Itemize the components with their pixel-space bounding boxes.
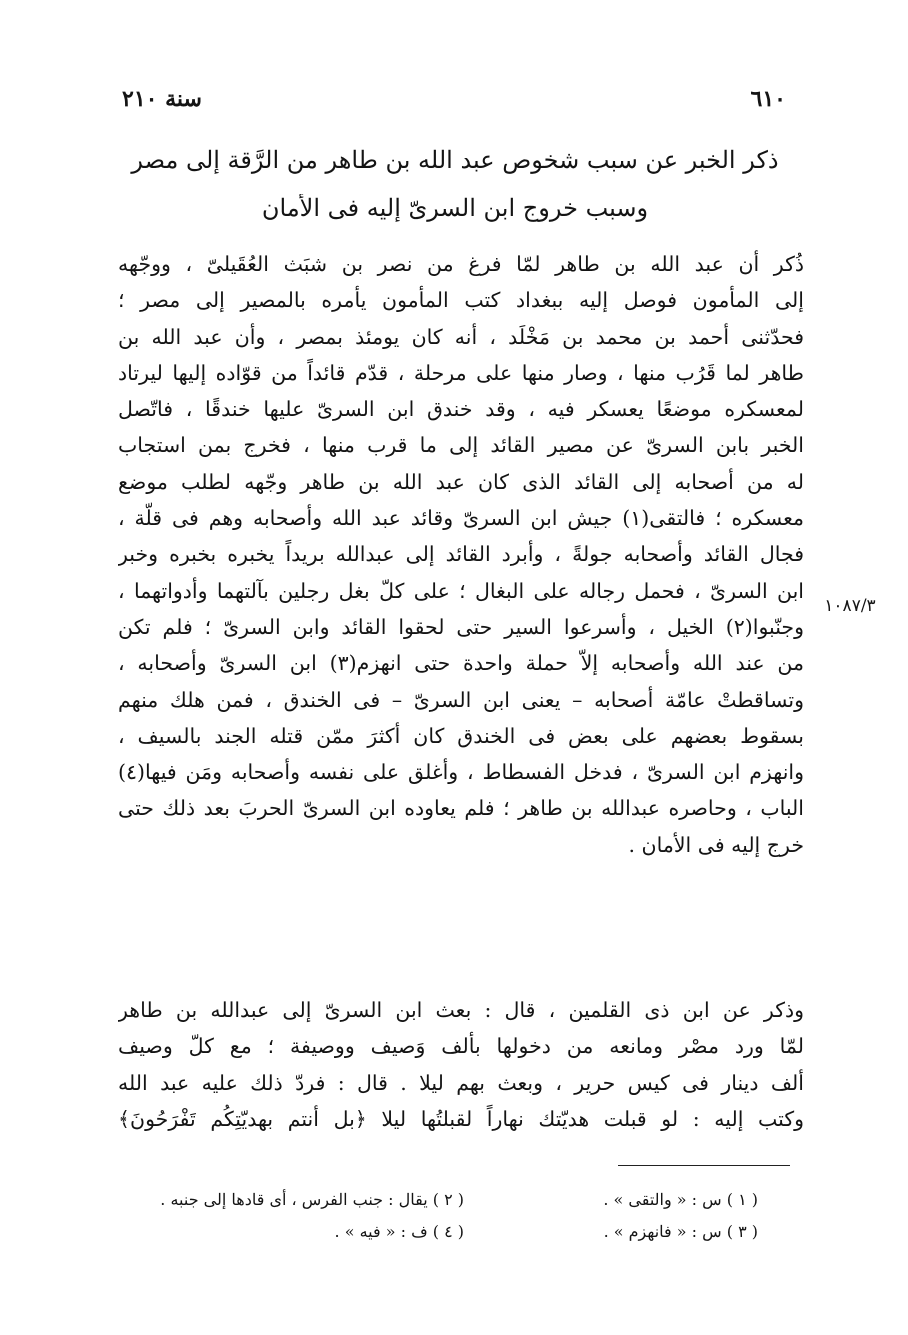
text-line: فحدّثنى أحمد بن محمد بن مَخْلَد ، أنه كان يومئذ بمصر ، وأن عبد الله بن — [118, 324, 804, 349]
text-line: من عند الله وأصحابه إلاّ حملة واحدة حتى انهزم(٣) ابن السرىّ وأصحابه ، — [118, 651, 804, 676]
page-number: ٦١٠ — [750, 86, 786, 112]
text-line: وانهزم ابن السرىّ ، فدخل الفسطاط ، وأغلق على نفسه وأصحابه ومَن فيها(٤) — [118, 760, 804, 785]
text-line: ذُكر أن عبد الله بن طاهر لمّا فرغ من نصر بن شبَث العُقَيلىّ ، ووجّهه — [118, 252, 804, 276]
footnote-4: ( ٤ ) ف : « فيه » . — [334, 1222, 464, 1241]
text-line: بسقوط بعضهم على بعض فى الخندق كان أكثرَ ممّن قتله الجند بالسيف ، — [118, 723, 804, 748]
text-line: لمعسكره موضعًا يعسكر فيه ، وقد خندق ابن السرىّ عليها خندقًا ، فاتّصل — [118, 397, 804, 422]
running-head-year: سنة ٢١٠ — [122, 86, 202, 112]
text-line: وتساقطتْ عامّة أصحابه – يعنى ابن السرىّ – فى الخندق ، فمن هلك منهم — [118, 687, 804, 712]
chapter-title-line-2: وسبب خروج ابن السرىّ إليه فى الأمان — [261, 194, 649, 222]
footnote-1: ( ١ ) س : « والتقى » . — [603, 1190, 758, 1209]
text-line: وذكر عن ابن ذى القلمين ، قال : بعث ابن السرىّ إلى عبدالله بن طاهر — [118, 998, 804, 1022]
text-line: معسكره ؛ فالتقى(١) جيش ابن السرىّ وقائد عبد الله وأصحابه وهم فى قلّة ، — [118, 506, 804, 531]
text-line: طاهر لما قَرُب منها ، وصار منها على مرحلة ، قدّم قائداً من قوّاده إليها ليرتاد — [118, 360, 804, 385]
text-line: وجنّبوا(٢) الخيل ، وأسرعوا السير حتى لحقوا القائد وابن السرىّ ؛ فلم تكن — [118, 614, 804, 639]
paragraph-2 — [118, 992, 804, 1137]
margin-reference: ١٠٨٧/٣ — [824, 596, 876, 616]
chapter-title-line-1: ذكر الخبر عن سبب شخوص عبد الله بن طاهر من الرَّقة إلى مصر — [131, 146, 779, 174]
text-line: ابن السرىّ ، فحمل رجاله على البغال ؛ على كلّ بغل رجلين بآلتهما وأدواتهما ، — [118, 578, 804, 603]
text-line: الباب ، وحاصره عبدالله بن طاهر ؛ فلم يعاوده ابن السرىّ الحربَ بعد ذلك حتى — [118, 796, 804, 821]
text-line: إلى المأمون فوصل إليه ببغداد كتب المأمون يأمره بالمصير إلى مصر ؛ — [118, 288, 804, 313]
footnote-3: ( ٣ ) س : « فانهزم » . — [603, 1222, 758, 1241]
footnote-divider — [618, 1165, 790, 1166]
text-line: له من أصحابه إلى القائد الذى كان عبد الله بن طاهر وجّهه لطلب موضع — [118, 469, 804, 494]
paragraph-1 — [118, 246, 804, 863]
text-line: خرج إليه فى الأمان . — [628, 832, 804, 857]
text-line: الخبر بابن السرىّ عن مصير القائد إلى ما قرب منها ، فخرج بمن استجاب — [118, 433, 804, 458]
footnote-2: ( ٢ ) يقال : جنب الفرس ، أى قادها إلى جنبه . — [160, 1190, 464, 1209]
text-line: فجال القائد وأصحابه جولةً ، وأبرد القائد إلى عبدالله بريداً يخبره بخبره وخبر — [118, 542, 804, 567]
text-line: وكتب إليه : لو قبلت هديّتك نهاراً لقبلتُها ليلا ﴿بل أنتم بهديّتِكُم تَفْرَحُونَ﴾ — [118, 1106, 804, 1131]
text-line: ألف دينار فى كيس حرير ، وبعث بهم ليلا . قال : فردّ ذلك عليه عبد الله — [118, 1070, 804, 1095]
text-line: لمّا ورد مصْر ومانعه من دخولها بألف وَصيف ووصيفة ؛ مع كلّ وصيف — [118, 1034, 804, 1059]
